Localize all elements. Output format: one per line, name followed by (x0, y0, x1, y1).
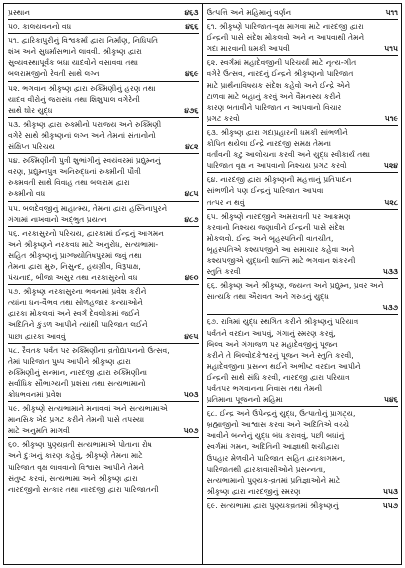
entry-line: અને દુઃખનું કારણ કહેવું, શ્રીકૃષ્ણે તેમના માટે (8, 451, 143, 461)
entry-last-line (207, 7, 399, 18)
entry-last-line (207, 160, 399, 171)
entry-title-end: ઉત્પત્તિ અને મહિમાનું વર્ણન (206, 8, 292, 17)
entry-line: વર્તાવની કટુ આલોચના કરવી અને યુદ્ધ સ્વીકાર્ય તથા (206, 150, 370, 160)
entry-line: વરણ, પ્રદ્યુમ્નપુત્ર અનિરુદ્ધનાં રુક્મીની પૌત્રી (8, 167, 141, 177)
entry-line: નારદજીનો સત્કાર તથા નારદજી દ્વારા પારિજાતની (8, 484, 159, 494)
entry-line: અદિતિને કુંડળ આપીને ત્યાંથી પારિજાત લઈને (8, 320, 148, 330)
entry-line: યાદવ વીરોનું જરાસંધ તથા શિશુપાલ વગેરેની (8, 94, 140, 104)
page-number: ૫૫૭ (382, 500, 398, 510)
page-number: ૪૬૯ (185, 69, 199, 79)
page-number: ૪૯૫ (184, 331, 199, 341)
entry-line: માટે પ્રાર્થનાવિષયક સંદેશ કહેવો અને ઈન્દ્રે એને (206, 80, 351, 90)
entry-last-line (8, 272, 199, 283)
entry-line: વગેરે સાથે શ્રીકૃષ્ણનાં લગ્ન અને તેમનાં સંતાનોનો (8, 130, 156, 140)
page-number: ૪૬૬ (185, 22, 199, 32)
entry-last-line (207, 197, 399, 208)
entry-line: ૫૫. બલદેવજીનું માહાત્મ્ય, તેમના દ્વારા હસ્તિનાપુરને (8, 203, 168, 213)
entry-line: ૬૬. શ્રીકૃષ્ણ અને શ્રીકૃષ્ણ, જયન્ત અને પ્રદ્યુમ્ન, પ્રવર અને (206, 281, 384, 291)
index-entry (8, 285, 199, 343)
entry-line: ઉપહાર મેળવીને પારિજાત સહિત દ્વારકાગમન, (206, 453, 346, 463)
entry-line: ૫૮. રૈવતક પર્વત પર રુક્મિણીના વ્રતોદ્યાપનનો ઉત્સવ, (8, 345, 170, 355)
entry-line: ઈન્દ્રની સાથે સંધિ કરવી, નારદજી દ્વારા પરિયાત્ર (206, 372, 350, 382)
page-number: ૫૦૩ (183, 390, 199, 399)
entry-line: સુવ્યવસ્થાપૂર્વક બધા યાદવોને વસાવવા તથા (8, 58, 139, 68)
entry-last-line (8, 331, 199, 342)
index-entry (207, 20, 399, 56)
entry-line: આવીને બન્નેનું યુદ્ધ બંધ કરાવવું, પછી બધાંનું (206, 431, 345, 441)
entry-line: દ્વારકા મોકલવાં અને સ્વર્ગ દેવલોકમાં જઈને (8, 309, 140, 319)
index-entry (8, 402, 199, 438)
entry-title-end: તત્પર ન થવું (206, 197, 245, 207)
entry-line: ૫૭. શ્રીકૃષ્ણ નરકાસુરના ભવનમાં પ્રવેશ કરીને (8, 287, 147, 297)
entry-title-end: ક્રોધભવનમાં પ્રવેશ (8, 390, 62, 399)
entry-line: ૬૪. નારદજી દ્વારા શ્રીકૃષ્ણની મહત્તાનું પ્રતિપાદન (206, 175, 352, 185)
entry-line: રુક્મિણીનું સન્માન, નારદજી દ્વારા રુક્મિણીના (8, 367, 148, 377)
left-column (4, 4, 203, 564)
index-entry (207, 210, 399, 280)
entry-line: પર્વતને વરદાન આપવું, ગંગાનું સ્મરણ કરવું, (206, 328, 336, 338)
index-entry (8, 20, 199, 34)
index-entry (8, 227, 199, 285)
entry-title-end: પ્રસ્થાન (8, 8, 31, 17)
entry-line: રુક્મવતી સાથે વિવાહ તથા બલરામ દ્વારા (8, 178, 130, 188)
entry-line: કરવાનો નિશ્ચય જણાવીને ઈન્દ્રની પાસે સંદેશ (206, 222, 345, 232)
page-number: ૫૫૩ (382, 486, 398, 496)
index-entry (207, 6, 399, 20)
entry-line: પર્વતપર ભગવાનના નિવાસ તથા તેમની (206, 384, 323, 393)
entry-title-end: સંક્ષિપ્ત પરિચય (8, 142, 55, 152)
entry-line: મહાદેવજીના પ્રસન્ન થઈને અભીષ્ટ વરદાન આપીને (206, 361, 361, 371)
page-number: ૫૩૭ (382, 303, 398, 313)
entry-line: ૬૭. રાત્રિમાં યુદ્ધ સ્થગિત કરીને શ્રીકૃષ્ણનું પરિયાત્ર (206, 317, 359, 327)
page-number: ૪૮૨ (185, 142, 199, 152)
page-number: ૪૯૦ (184, 273, 199, 283)
entry-last-line (207, 302, 399, 313)
index-entry (207, 499, 399, 512)
entry-line: ત્યાંના ધન-વૈભવ તથા સોળહજાર કન્યાઓને (8, 298, 143, 308)
index-entry (8, 344, 199, 402)
page-number: ૫૦૭ (183, 426, 199, 436)
entry-title-end: પાછા દ્વારકા આવવું (8, 331, 66, 341)
entry-line: ટાળવા માટે બહાનું કરવું અને વૈમનસ્ય કરીને (206, 91, 341, 101)
page-number: ૫૧૫ (384, 44, 398, 54)
entry-line: સ્વર્ગમાં ગમન, અદિતિની આજ્ઞાથી શચીદ્વારા (206, 442, 340, 452)
entry-last-line (8, 21, 199, 32)
entry-line: શંખ અને સુધર્માસભાને લાવવી. શ્રીકૃષ્ણ દ્વારા (8, 47, 142, 57)
index-page (3, 3, 402, 565)
entry-title-end: ગંગામાં નાખવાનો અદ્ભુત પ્રયત્ન (8, 214, 107, 224)
entry-line: ૬૧. શ્રીકૃષ્ણે પારિજાત-વૃક્ષ માગવા માટે નારદજી દ્વારા (206, 22, 364, 32)
entry-last-line (8, 7, 199, 18)
entry-line: ૫૬. નરકાસુરનો પરિચય, દ્વારકામાં ઈન્દ્રનું આગમન (8, 228, 164, 238)
index-entry (8, 34, 199, 81)
entry-last-line (8, 141, 199, 152)
entry-line: ૬૩. શ્રીકૃષ્ણ દ્વારા ગદાપ્રહારની ધમકી સાંભળીને (206, 127, 348, 137)
entry-last-line (8, 214, 199, 225)
entry-line: ૫૪. રુક્મિણીની પુત્રી શુભાંગીનું સ્વયંવરમાં પ્રદ્યુમ્નનું (8, 156, 161, 166)
page-number: ૪૮૫ (184, 189, 199, 199)
index-entry (207, 56, 399, 126)
entry-title-end: પ્રતિમાના પૂજનનો મહિમા (206, 395, 283, 405)
entry-line: ઈન્દ્રની પાસે સંદેશ મોકલવો અને ન આપવાથી તેમને (206, 33, 365, 43)
entry-last-line (8, 389, 199, 400)
entry-line: સર્વાધિક સૌભાગ્યની પ્રશંસા તથા સત્યભામાનો (8, 378, 146, 388)
page-number: ૫૩૩ (382, 267, 398, 277)
page-number: ૫૪૬ (384, 395, 398, 405)
entry-line: ૫૯. શ્રીકૃષ્ણે સત્યભામાને મનાવવાં અને સત્યભામાએ (8, 404, 168, 414)
index-entry (8, 438, 199, 495)
index-entry (207, 126, 399, 173)
index-entry (8, 6, 199, 20)
entry-line: કરીને તે બિલ્વોદકેશ્વરનું પૂજન અને સ્તુતિ કરવી, (206, 350, 354, 360)
entry-title-end: પારિજાત વૃક્ષ ન આપવાનો નિશ્ચય પ્રગટ કરવો (206, 161, 347, 171)
entry-line: ૬૦. શ્રીકૃષ્ણ પુણ્યવ્રતી સત્યભામાએ પોતાના રોષ (8, 440, 152, 450)
entry-last-line (8, 425, 199, 436)
entry-line: પારિજાતથી દ્વારકાવાસીઓને પ્રસન્નતા, (206, 464, 326, 474)
entry-last-line (207, 113, 399, 124)
entry-line: સાંભળીને પણ ઈન્દ્રનું પારિજાત આપવા (206, 186, 324, 196)
entry-last-line (207, 266, 399, 277)
entry-line: સંતુષ્ટ કરવાં, સત્યભામા અને શ્રીકૃષ્ણ દ્વારા (8, 473, 138, 483)
index-entry (207, 407, 399, 499)
entry-line: કારણ બતાવીને પારિજાત ન આપવાનો વિચાર (206, 102, 342, 112)
entry-line: કશ્યપજીએ યુદ્ધની શાન્તિ માટે ભગવાન શંકરની (206, 255, 356, 265)
entry-title-end: ૫૦. કાલયવનનો વધ (8, 22, 72, 32)
entry-line: ૬૫. શ્રીકૃષ્ણે નારદજીને અમરાવતી પર આક્રમણ (206, 211, 351, 221)
index-entry (8, 154, 199, 201)
entry-last-line (207, 394, 399, 405)
entry-line: અને શ્રીકૃષ્ણને નરકવધ માટે અનુરોધ, સત્યભામા- (8, 239, 159, 249)
entry-line: બિલ્વ અને ગંગાજળ પર મહાદેવજીનું પૂજન (206, 339, 338, 349)
entry-line: માનસિક ખેદ પ્રગટ કરીને તેમની પાસે તપસ્યા (8, 415, 145, 425)
entry-last-line (8, 68, 199, 79)
entry-last-line (207, 486, 399, 497)
entry-line: ૫૩. શ્રીકૃષ્ણ દ્વારા રુક્મીનો પરાજય અને રુક્મિણી (8, 119, 162, 129)
entry-line: સત્યભામાનો પુણ્યક-વ્રતમાં પ્રતિજ્ઞાઓને માટે (206, 475, 341, 485)
entry-title-end: રુક્મીનો વધ (8, 189, 46, 199)
entry-line: મોકલવો. ઈન્દ્ર અને બૃહસ્પતિની વાતચીત, (206, 233, 334, 243)
page-number: ૫૧૧ (385, 8, 398, 17)
entry-last-line (207, 500, 399, 511)
entry-last-line (207, 43, 399, 54)
index-entry (8, 118, 199, 154)
page-number: ૫૨૪ (383, 161, 398, 171)
entry-line: બ્રહ્માજીનો આશ્વાસ કરવા અને અદિતિએ વચ્ચે (206, 420, 350, 430)
entry-title-end: માટે અનુમતિ માગવી (8, 426, 70, 436)
entry-line: વગેરે ઉત્સવ, નારદનું ઈન્દ્રને શ્રીકૃષ્ણનો પારિજાત (206, 69, 354, 79)
entry-line: સહિત શ્રીકૃષ્ણનું પ્રાગ્જ્યોતિષપુરમાં જવું તથા (8, 250, 142, 260)
entry-title-end: સ્તુતિ કરવી (206, 267, 241, 277)
entry-title-end: શ્રીકૃષ્ણ દ્વારા નારદજીનું સ્મરણ (206, 486, 301, 496)
entry-last-line (8, 188, 199, 199)
index-entry (207, 315, 399, 407)
page-number: ૪૭૬ (184, 105, 199, 115)
entry-title-end: ગદા મારવાની ધમકી આપવી (206, 44, 290, 54)
index-entry (8, 202, 199, 227)
entry-line: ૫૧. દ્વારિકાપુરીનું વિશ્વકર્મા દ્વારા નિર્માણ, નિધિપતિ (8, 36, 158, 46)
entry-line: ૬૨. સ્વર્ગમાં મહાદેવજીની પરિચર્યા માટે નૃત્ય-ગીત (206, 58, 357, 68)
index-entry (207, 173, 399, 209)
entry-line: ૬૮. ઈન્દ્ર અને ઉપેન્દ્રનું યુદ્ધ, ઉત્પાતોનું પ્રાગટ્ય, (206, 409, 356, 419)
entry-title-end: ૬૯. સત્યભામા દ્વારા પુણ્યકવ્રતમાં શ્રીકૃષ્ણનું (206, 500, 339, 510)
entry-line: ૫૨. ભગવાન શ્રીકૃષ્ણ દ્વારા રુક્મિણીનું હરણ તથા (8, 83, 156, 93)
index-entry (207, 279, 399, 315)
page-number: ૫૧૯ (384, 113, 398, 123)
entry-line: પારિજાત વૃક્ષ લાવવાનો વિશ્વાસ આપીને તેમને (8, 462, 144, 472)
entry-line: બૃહસ્પતિએ કશ્યપજીને આ સમાચાર કહેવા અને (206, 244, 355, 254)
entry-line: તેમના દ્વારા મુરુ, નિસુન્દ, હયગ્રીવ, વિરૂપાક્ષ, (8, 261, 141, 271)
entry-line: કોપિત થયેલા ઈન્દ્રે નારદજી સમક્ષ તેમના (206, 139, 331, 149)
entry-title-end: પંચનાદ, બીજા અસુર તથા નરકાસુરનો વધ (8, 273, 138, 283)
page-number: ૫૨૮ (384, 197, 398, 207)
entry-title-end: પ્રગટ કરવો (206, 113, 240, 123)
index-entry (8, 82, 199, 118)
entry-last-line (8, 105, 199, 116)
page-number: ૪૮૭ (184, 214, 199, 224)
right-column (203, 4, 402, 564)
entry-title-end: બલરામજીનો રેવતી સાથે લગ્ન (8, 69, 100, 79)
entry-line: સાત્યકિ તથા ઐરાવત અને ગરુડનું યુદ્ધ (206, 292, 329, 302)
page-number: ૪૬૩ (184, 8, 199, 17)
entry-title-end: સાથે ઘોર યુદ્ધ (8, 105, 53, 115)
entry-line: તેમાં પારિજાત પુષ્પ આપીને શ્રીકૃષ્ણ દ્વારા (8, 356, 131, 366)
